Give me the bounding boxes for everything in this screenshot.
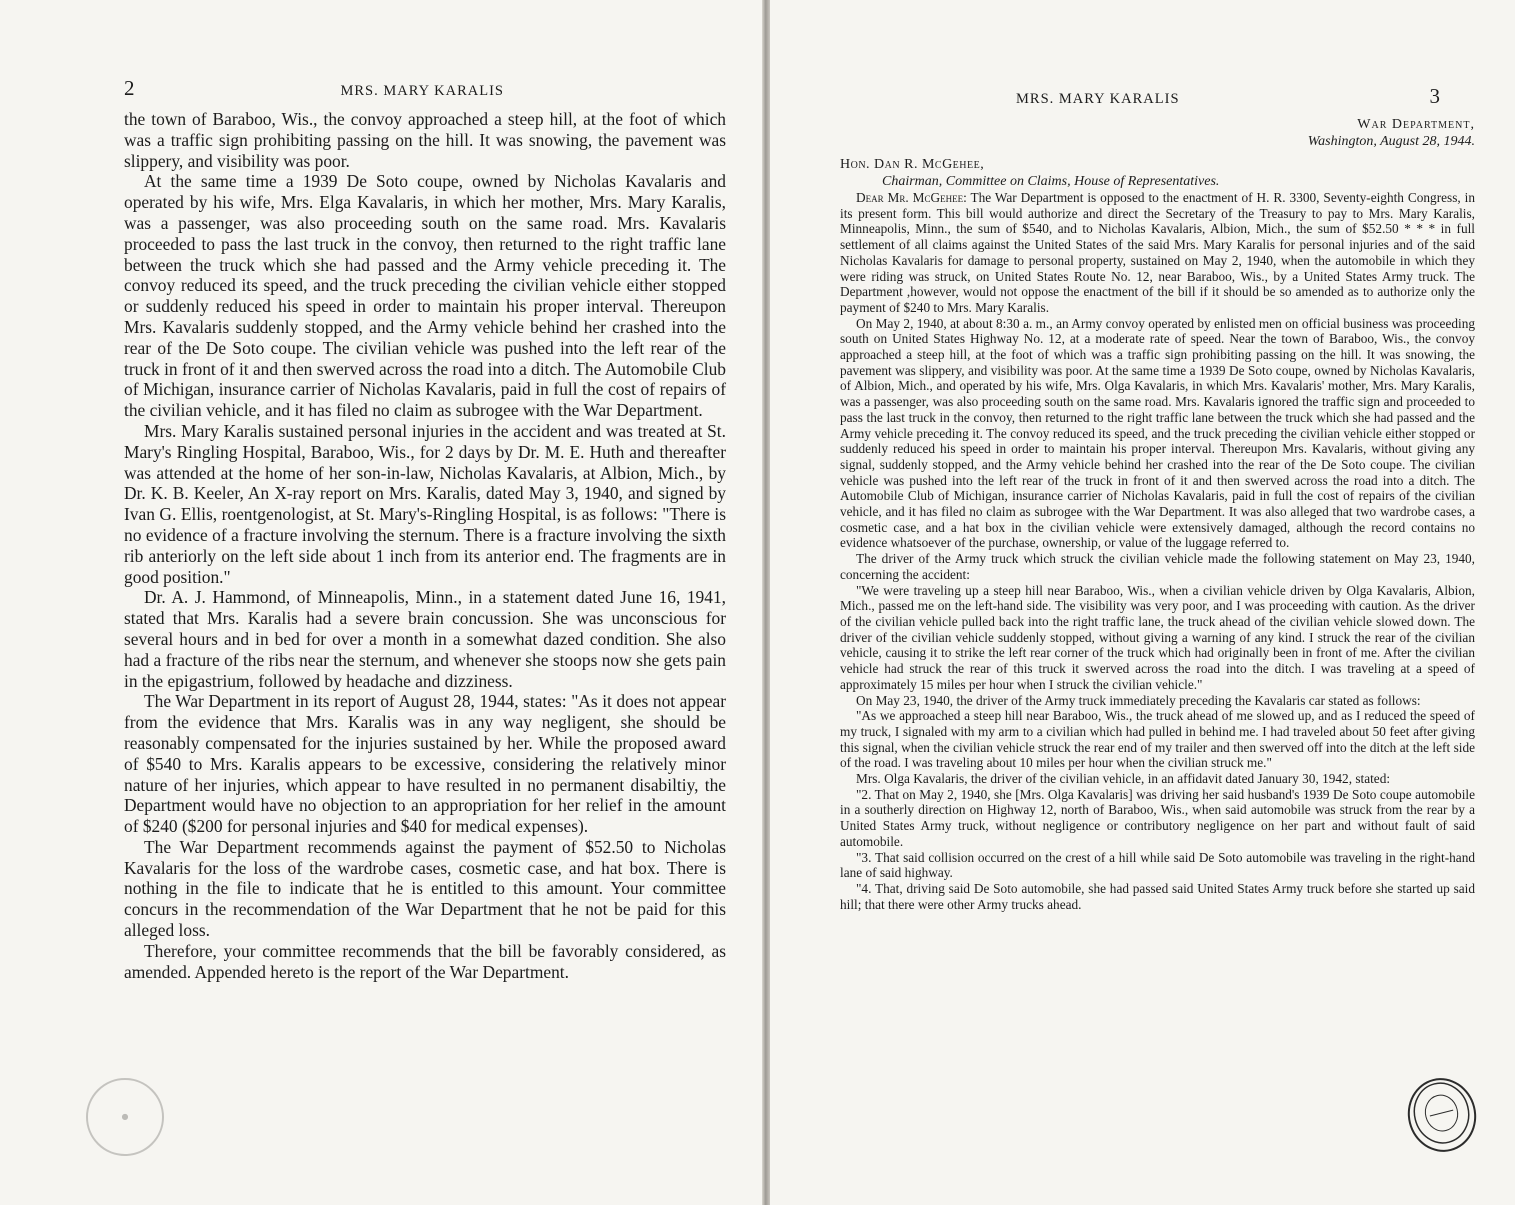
left-body-text	[124, 109, 726, 982]
right-body-text	[840, 190, 1475, 912]
left-paragraph: Therefore, your committee recommends that the bill be favorably considered, as amended. Appended hereto is the report of the War Department.	[124, 940, 726, 982]
left-running-head	[124, 76, 654, 101]
right-paragraph: Mrs. Olga Kavalaris, the driver of the civilian vehicle, in an affidavit dated January 30, 1942, stated:	[856, 771, 1391, 787]
letter-date: Washington, August 28, 1944.	[1307, 133, 1475, 149]
page-number-left: 2	[124, 76, 135, 100]
left-paragraph: the town of Baraboo, Wis., the convoy approached a steep hill, at the foot of which was a traffic sign prohibiting passing on the hill. It was snowing, the pavement was slippery, and visibility was poor.	[124, 109, 726, 171]
running-title-right: MRS. MARY KARALIS	[1016, 91, 1180, 107]
page-number-right: 3	[1429, 84, 1440, 108]
left-paragraph: Dr. A. J. Hammond, of Minneapolis, Minn., in a statement dated June 16, 1941, stated that Mrs. Karalis had a severe brain concussion. She was unconscious for several hours and in bed for over a month in a somewhat dazed condition. She also had a fracture of the ribs near the sternum, and whenever she stoops now she gets pain in the epigastrium, followed by headache and dizziness.	[124, 587, 726, 691]
right-quote: "2. That on May 2, 1940, she [Mrs. Olga Kavalaris] was driving her said husband's 1939 De Soto coupe automobile in a southerly direction on Highway 12, north of Baraboo, Wis., when said automobile was struck from the rear by a United States Army truck, without negligence or contributory negligence on her part and without fault of said automobile.	[840, 786, 1475, 849]
addressee-role: Chairman, Committee on Claims, House of Representatives.	[882, 174, 1220, 189]
left-paragraph: The War Department in its report of August 28, 1944, states: "As it does not appear from the evidence that Mrs. Karalis was in any way negligent, she should be reasonably compensated for the injuries sustained by her. While the proposed award of $540 to Mrs. Karalis appears to be excessive, considering the relatively minor nature of her injuries, which appear to have resulted in no permanent disabiltiy, the Department would have no objection to an appropriation for her relief in the amount of $240 ($200 for personal injuries and $40 for medical expenses).	[124, 691, 726, 837]
letter-heading	[840, 117, 1475, 150]
right-paragraph-text: The War Department is opposed to the enactment of H. R. 3300, Seventy-eighth Congress, in its present form. This bill would authorize and direct the Secretary of the Treasury to pay to Mrs. Mary Karalis, Minneapolis, Minn., the sum of $540, and to Nicholas Kavalaris, Albion, Mich., the sum of $52.50 * * * in full settlement of all claims against the United States of the said Mrs. Mary Karalis for personal injuries and of the said Nicholas Kavalaris for damage to personal property, sustained on May 2, 1940, when the automobile in which they were riding was struck, on United States Route No. 12, near Baraboo, Wis., by a United States Army truck. The Department ,however, would not oppose the enactment of the bill if it should be so amended as to authorize only the payment of $240 to Mrs. Mary Karalis.	[840, 190, 1475, 315]
left-paragraph: The War Department recommends against the payment of $52.50 to Nicholas Kavalaris for the loss of the wardrobe cases, cosmetic case, and hat box. There is nothing in the file to indicate that he is entitled to this amount. Your committee concurs in the recommendation of the War Department that he not be paid for this alleged loss.	[124, 836, 726, 941]
left-paragraph: Mrs. Mary Karalis sustained personal injuries in the accident and was treated at St. Mary's Ringling Hospital, Baraboo, Wis., for 2 days by Dr. M. E. Huth and thereafter was attended at the home of her son-in-law, Nicholas Kavalaris, at Albion, Mich., by Dr. K. B. Keeler, An X-ray report on Mrs. Karalis, dated May 3, 1940, and signed by Ivan G. Ellis, roentgenologist, at St. Mary's-Ringling Hospital, is as follows: "There is no evidence of a fracture involving the sternum. There is a fracture involving the sixth rib anteriorly on the left side about 1 inch from its anterior end. The fragments are in good position."	[124, 420, 726, 587]
letter-salutation: Dear Mr. McGehee:	[856, 190, 967, 205]
left-paragraph: At the same time a 1939 De Soto coupe, owned by Nicholas Kavalaris and operated by his wife, Mrs. Elga Kavalaris, in which her mother, Mrs. Mary Karalis, was a passenger, was also proceeding south on the same road. Mrs. Kavalaris proceeded to pass the last truck in the convoy, then returned to the right traffic lane between the truck which she had passed and the Army vehicle preceding it. The convoy reduced its speed, and the truck preceding the civilian vehicle either stopped or suddenly reduced his speed in order to maintain his proper interval. Thereupon Mrs. Kavalaris suddenly stopped, and the Army vehicle behind her crashed into the rear of the De Soto coupe. The civilian vehicle was pushed into the left rear of the truck in front of it and then swerved across the road into a ditch. The Automobile Club of Michigan, insurance carrier of Nicholas Kavalaris, paid in full the cost of repairs of the civilian vehicle, and it has filed no claim as subrogee with the War Department.	[124, 171, 726, 421]
right-quote: "As we approached a steep hill near Baraboo, Wis., the truck ahead of me slowed up, and as I reduced the speed of my truck, I signaled with my arm to a civilian which had pulled in behind me. I had traveled about 50 feet after giving this signal, when the civilian vehicle struck the rear end of my trailer and then swerved off into the ditch at the left side of the road. I was traveling about 10 miles per hour when the civilian struck me."	[840, 708, 1475, 771]
addressee-name: Hon. Dan R. McGehee,	[840, 157, 985, 172]
letter-addressee	[840, 156, 1475, 190]
right-paragraph	[840, 190, 1475, 316]
right-quote: "3. That said collision occurred on the crest of a hill while said De Soto automobile was traveling in the right-hand lane of said highway.	[840, 849, 1475, 881]
right-paragraph: On May 23, 1940, the driver of the Army truck immediately preceding the Kavalaris car stated as follows:	[856, 692, 1421, 708]
right-paragraph: The driver of the Army truck which struck the civilian vehicle made the following statement on May 23, 1940, concerning the accident:	[840, 551, 1475, 582]
right-quote: "We were traveling up a steep hill near Baraboo, Wis., when a civilian vehicle driven by Olga Kavalaris, Albion, Mich., passed me on the left-hand side. The visibility was very poor, and I was proceeding with caution. As the driver of the civilian vehicle pulled back into the right traffic lane, the truck ahead of the civilian vehicle slowed down. The driver of the civilian vehicle suddenly stopped, without giving a warning of any kind. I struck the rear of the civilian vehicle, causing it to strike the left rear corner of the truck which had originally been in front of me. After the civilian vehicle had struck the rear of this truck it swerved across the road into the ditch. I was traveling at a speed of approximately 15 miles per hour when I struck the civilian vehicle."	[840, 582, 1475, 692]
faded-library-stamp-icon: ●	[86, 1078, 164, 1156]
right-running-head	[840, 84, 1440, 109]
book-gutter	[762, 0, 770, 1205]
letter-department: War Department,	[1357, 117, 1475, 132]
right-paragraph: On May 2, 1940, at about 8:30 a. m., an Army convoy operated by enlisted men on official business was proceeding south on United States Highway No. 12, at a moderate rate of speed. Near the town of Baraboo, Wis., the convoy approached a steep hill, at the foot of which was a traffic sign prohibiting passing on the hill. It was snowing, the pavement was slippery, and visibility was poor. At the same time a 1939 De Soto coupe, owned by Nicholas Kavalaris, of Albion, Mich., and operated by his wife, Mrs. Olga Kavalaris, in which Mrs. Kavalaris' mother, Mrs. Mary Karalis, was a passenger, was also proceeding south on the same road. Mrs. Kavalaris ignored the traffic sign and proceeded to pass the last truck in the convoy, then returned to the right traffic lane between the truck which she had passed and the Army vehicle preceding it. The convoy reduced its speed, and the truck preceding the civilian vehicle either stopped or suddenly reduced his speed in order to maintain his proper interval. Thereupon Mrs. Kavalaris, without giving any signal, suddenly stopped, and the Army vehicle behind her crashed into the rear of the De Soto coupe. The civilian vehicle was pushed into the left rear of the truck in front of it and then swerved across the road into a ditch. The Automobile Club of Michigan, insurance carrier of Nicholas Kavalaris, paid in full the cost of repairs of the civilian vehicle, and it has filed no claim as subrogee with the War Department. It was also alleged that two wardrobe cases, a cosmetic case, and a hat box in the civilian vehicle were extensively damaged, although the record contains no evidence whatsoever of the purchase, ownership, or value of the luggage referred to.	[840, 315, 1475, 551]
right-quote: "4. That, driving said De Soto automobile, she had passed said United States Army truck before she started up said hill; that there were other Army trucks ahead.	[840, 880, 1475, 912]
right-page	[770, 0, 1515, 1205]
running-title-left: MRS. MARY KARALIS	[340, 83, 504, 99]
